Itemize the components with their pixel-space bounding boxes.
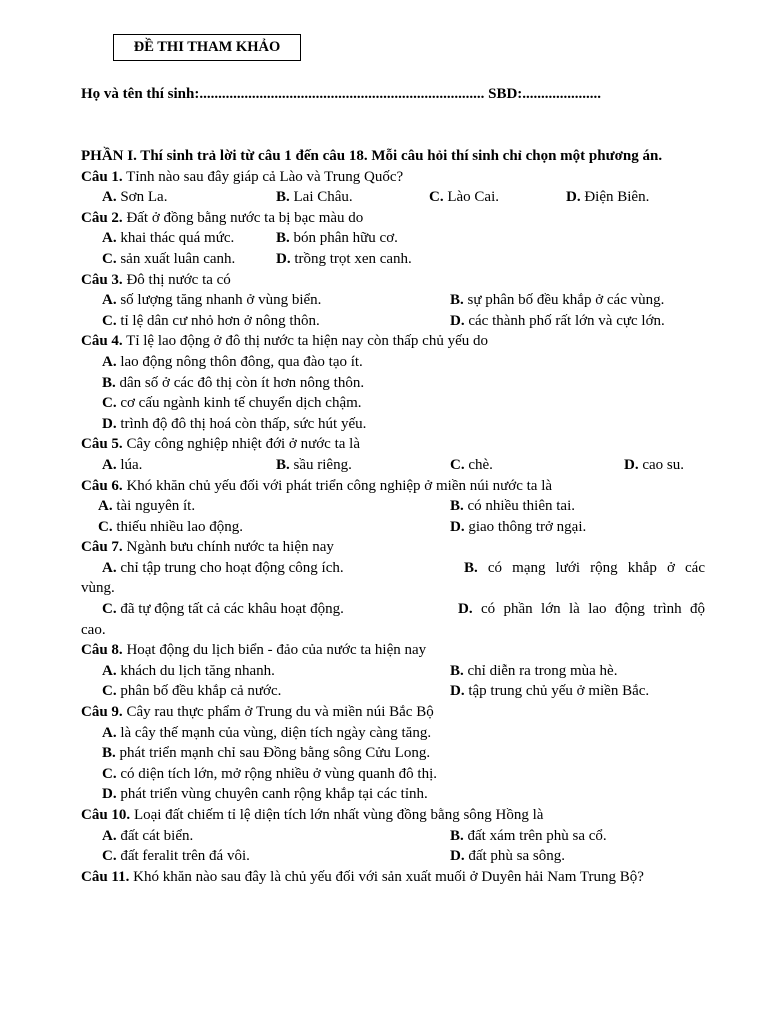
question-6 xyxy=(81,476,705,497)
option-a: A. khai thác quá mức. xyxy=(102,230,235,247)
option-b: B. phát triển mạnh chỉ sau Đồng bằng sông Cửu Long. xyxy=(102,745,431,762)
question-text: Khó khăn chủ yếu đối với phát triển công nghiệp ở miền núi nước ta là xyxy=(126,477,553,494)
question-number: Câu 9. xyxy=(81,704,123,721)
option-d: D. có phần lớn là lao động trình độ cao. xyxy=(81,601,705,638)
options-row xyxy=(81,558,705,599)
option-d: D. phát triển vùng chuyên canh rộng khắp tại các tỉnh. xyxy=(102,786,428,803)
option-a: A. khách du lịch tăng nhanh. xyxy=(102,662,275,679)
option-d: D. cao su. xyxy=(624,456,684,473)
option-c: C. sản xuất luân canh. xyxy=(102,250,236,267)
question-number: Câu 10. xyxy=(81,807,131,823)
question-10 xyxy=(81,805,705,826)
option-b: B. Lai Châu. xyxy=(276,189,353,206)
question-text: Hoạt động du lịch biển - đảo của nước ta hiện nay xyxy=(126,642,427,659)
question-number: Câu 2. xyxy=(81,209,123,226)
exam-title: ĐỀ THI THAM KHẢO xyxy=(133,39,281,56)
question-5 xyxy=(81,434,705,455)
option-c: C. cơ cấu ngành kinh tế chuyển dịch chậm. xyxy=(102,395,362,412)
option-a: A. chỉ tập trung cho hoạt động công ích. xyxy=(102,559,344,576)
option-d: D. trình độ đô thị hoá còn thấp, sức hút yếu. xyxy=(102,415,367,432)
options-row xyxy=(81,228,705,249)
option-a: A. tài nguyên ít. xyxy=(98,498,196,515)
options-row xyxy=(81,455,705,476)
option-b: B. có mạng lưới rộng khắp ở các vùng. xyxy=(81,559,705,597)
option-a: A. số lượng tăng nhanh ở vùng biển. xyxy=(102,292,322,309)
option-b: B. bón phân hữu cơ. xyxy=(276,230,398,247)
options-row xyxy=(81,517,705,538)
option-d: D. giao thông trở ngại. xyxy=(450,518,587,535)
option-c: C. Lào Cai. xyxy=(429,189,499,206)
option-c: C. tỉ lệ dân cư nhỏ hơn ở nông thôn. xyxy=(102,312,320,329)
question-number: Câu 5. xyxy=(81,436,123,453)
question-8 xyxy=(81,640,705,661)
option-b: B. có nhiều thiên tai. xyxy=(450,498,575,515)
question-11 xyxy=(81,867,705,888)
option-c: C. chè. xyxy=(450,456,493,473)
option-b: B. dân số ở các đô thị còn ít hơn nông thôn. xyxy=(102,374,365,391)
question-2 xyxy=(81,208,705,229)
question-number: Câu 11. xyxy=(81,868,130,885)
question-text: Loại đất chiếm tỉ lệ diện tích lớn nhất vùng đồng bằng sông Hồng là xyxy=(133,807,544,823)
question-1 xyxy=(81,167,705,188)
options-row xyxy=(81,187,705,208)
candidate-info-line: Họ và tên thí sinh:............................................................................ SBD:..................... xyxy=(81,86,602,102)
option-a: A. Sơn La. xyxy=(102,189,168,206)
question-text: Khó khăn nào sau đây là chủ yếu đối với sản xuất muối ở Duyên hải Nam Trung Bộ? xyxy=(133,868,644,885)
question-text: Tỉnh nào sau đây giáp cả Lào và Trung Quốc? xyxy=(126,168,404,185)
option-b: B. chỉ diễn ra trong mùa hè. xyxy=(450,662,618,679)
option-d: D. tập trung chủ yếu ở miền Bắc. xyxy=(450,683,650,700)
option-d: D. đất phù sa sông. xyxy=(450,848,566,865)
options-row xyxy=(81,496,705,517)
option-a: A. lúa. xyxy=(102,456,143,473)
question-text: Cây rau thực phẩm ở Trung du và miền núi Bắc Bộ xyxy=(126,704,434,721)
question-number: Câu 4. xyxy=(81,333,123,350)
option-b: B. sự phân bố đều khắp ở các vùng. xyxy=(450,292,665,309)
question-7 xyxy=(81,537,705,558)
question-9 xyxy=(81,702,705,723)
question-section xyxy=(81,146,705,887)
options-row xyxy=(81,661,705,682)
question-number: Câu 1. xyxy=(81,168,123,185)
option-c: C. đất feralit trên đá vôi. xyxy=(102,848,250,865)
question-text: Ngành bưu chính nước ta hiện nay xyxy=(126,539,334,556)
option-a: A. đất cát biển. xyxy=(102,827,194,844)
part-heading: PHẦN I. Thí sinh trả lời từ câu 1 đến câu 18. Mỗi câu hỏi thí sinh chỉ chọn một phương án. xyxy=(81,148,663,164)
question-number: Câu 8. xyxy=(81,642,123,659)
question-3 xyxy=(81,270,705,291)
options-row xyxy=(81,846,705,867)
option-d: D. Điện Biên. xyxy=(566,189,650,206)
option-a: A. là cây thế mạnh của vùng, diện tích ngày càng tăng. xyxy=(102,724,432,741)
options-row xyxy=(81,249,705,270)
options-row xyxy=(81,681,705,702)
question-text: Đô thị nước ta có xyxy=(126,271,231,288)
option-c: C. đã tự động tất cả các khâu hoạt động. xyxy=(102,601,344,618)
question-number: Câu 6. xyxy=(81,477,123,494)
option-c: C. thiếu nhiều lao động. xyxy=(98,518,243,535)
option-c: C. có diện tích lớn, mở rộng nhiều ở vùng quanh đô thị. xyxy=(102,765,438,782)
option-a: A. lao động nông thôn đông, qua đào tạo ít. xyxy=(102,353,363,370)
option-d: D. các thành phố rất lớn và cực lớn. xyxy=(450,312,665,329)
question-4 xyxy=(81,331,705,352)
option-b: B. đất xám trên phù sa cổ. xyxy=(450,827,607,844)
question-text: Đất ở đồng bằng nước ta bị bạc màu do xyxy=(126,209,364,226)
question-number: Câu 7. xyxy=(81,539,123,556)
question-text: Tỉ lệ lao động ở đô thị nước ta hiện nay còn thấp chủ yếu do xyxy=(126,333,488,350)
option-c: C. phân bố đều khắp cả nước. xyxy=(102,683,282,700)
option-b: B. sầu riêng. xyxy=(276,456,352,473)
options-row xyxy=(81,826,705,847)
options-row xyxy=(81,290,705,311)
options-row xyxy=(81,311,705,332)
option-d: D. trồng trọt xen canh. xyxy=(276,250,412,267)
exam-title-box xyxy=(113,34,301,61)
question-number: Câu 3. xyxy=(81,271,123,288)
options-row xyxy=(81,599,705,640)
question-text: Cây công nghiệp nhiệt đới ở nước ta là xyxy=(126,436,360,453)
